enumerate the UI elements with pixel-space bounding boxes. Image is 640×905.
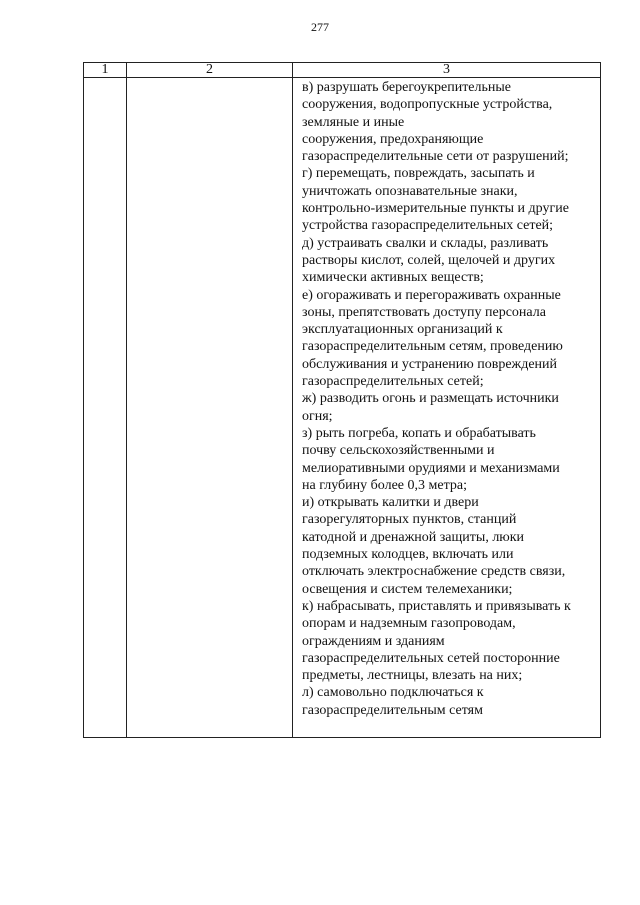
text-line: эксплуатационных организаций к — [302, 322, 503, 338]
column-3-cell — [293, 78, 601, 738]
text-line: сооружения, предохраняющие — [302, 131, 484, 147]
text-line: обслуживания и устранению повреждений — [302, 356, 558, 372]
table-header-row — [84, 63, 601, 78]
text-line: и) открывать калитки и двери — [302, 495, 479, 511]
text-line: уничтожать опознавательные знаки, — [302, 183, 518, 199]
text-line: устройства газораспределительных сетей; — [302, 218, 554, 234]
text-line: контрольно-измерительные пункты и другие — [302, 201, 569, 217]
text-line: освещения и систем телемеханики; — [302, 581, 513, 597]
text-line: опорам и надземным газопроводам, — [302, 616, 516, 632]
text-line: газораспределительные сети от разрушений; — [302, 149, 569, 165]
table-row — [84, 78, 601, 738]
text-line: газораспределительным сетям, проведению — [302, 339, 563, 355]
text-line: е) огораживать и перегораживать охранные — [302, 287, 561, 303]
column-header-2: 2 — [127, 63, 293, 78]
text-line: подземных колодцев, включать или — [302, 547, 514, 563]
text-line: газораспределительным сетям — [302, 702, 483, 718]
text-line: мелиоративными орудиями и механизмами — [302, 460, 560, 476]
page-number: 277 — [311, 20, 329, 34]
text-line: зоны, препятствовать доступу персонала — [302, 304, 546, 320]
text-line: земляные и иные — [302, 114, 405, 130]
text-line: на глубину более 0,3 метра; — [302, 477, 467, 493]
text-line: ж) разводить огонь и размещать источники — [302, 391, 559, 407]
text-line: к) набрасывать, приставлять и привязывать к — [302, 598, 571, 614]
text-line: сооружения, водопропускные устройства, — [302, 97, 553, 113]
text-line: д) устраивать свалки и склады, разливать — [302, 235, 549, 251]
text-line: в) разрушать берегоукрепительные — [302, 80, 512, 95]
text-line: химически активных веществ; — [302, 270, 484, 286]
text-line: ограждениям и зданиям — [302, 633, 445, 649]
column-1-cell — [84, 78, 127, 738]
column-2-cell — [127, 78, 293, 738]
text-line: газорегуляторных пунктов, станций — [302, 512, 517, 528]
text-line: огня; — [302, 408, 333, 424]
text-line: растворы кислот, солей, щелочей и других — [302, 252, 556, 268]
text-line: з) рыть погреба, копать и обрабатывать — [302, 425, 536, 441]
regulation-table — [83, 62, 601, 738]
text-line: катодной и дренажной защиты, люки — [302, 529, 525, 545]
text-line: отключать электроснабжение средств связи, — [302, 564, 566, 580]
text-line: газораспределительных сетей; — [302, 374, 484, 390]
column-header-3: 3 — [293, 63, 601, 78]
text-line: л) самовольно подключаться к — [302, 685, 484, 701]
prohibitions-text — [293, 78, 600, 719]
text-line: г) перемещать, повреждать, засыпать и — [302, 166, 535, 182]
text-line: газораспределительных сетей посторонние — [302, 650, 560, 666]
text-line: почву сельскохозяйственными и — [302, 443, 495, 459]
text-line: предметы, лестницы, влезать на них; — [302, 668, 523, 684]
column-header-1: 1 — [84, 63, 127, 78]
